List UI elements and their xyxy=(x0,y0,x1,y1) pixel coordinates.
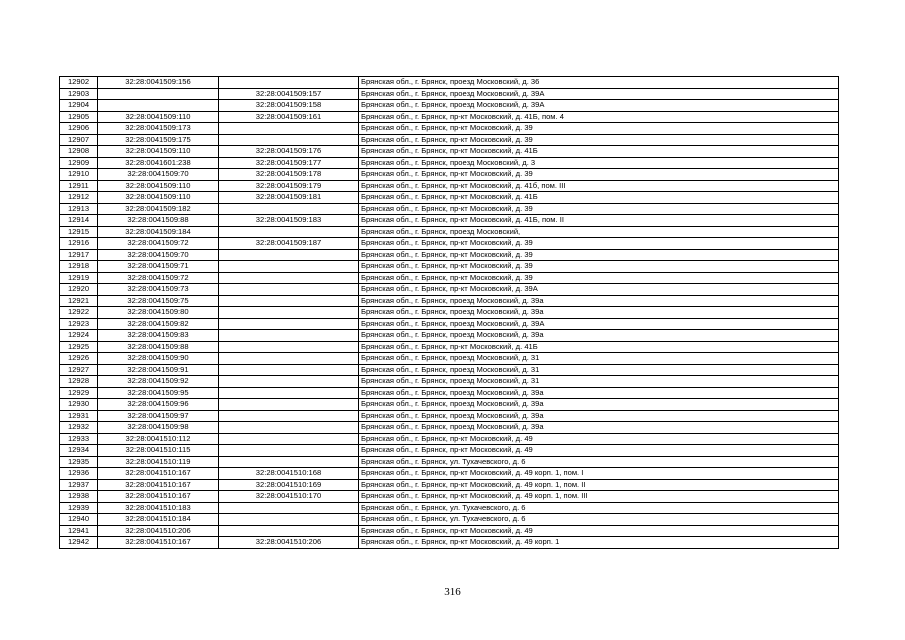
table-row xyxy=(60,456,839,468)
row-number-cell: 12910 xyxy=(60,169,98,181)
parent-cadastral-number-cell xyxy=(219,433,359,445)
address-cell: Брянская обл., г. Брянск, проезд Московский, д. 31 xyxy=(359,376,839,388)
row-number-cell: 12908 xyxy=(60,146,98,158)
parent-cadastral-number-cell xyxy=(219,514,359,526)
row-number-cell: 12941 xyxy=(60,525,98,537)
address-cell: Брянская обл., г. Брянск, пр-кт Московский, д. 41Б, пом. 4 xyxy=(359,111,839,123)
table-row xyxy=(60,445,839,457)
cadastral-number-cell: 32:28:0041509:110 xyxy=(98,192,219,204)
row-number-cell: 12904 xyxy=(60,100,98,112)
address-cell: Брянская обл., г. Брянск, ул. Тухачевского, д. 6 xyxy=(359,502,839,514)
cadastral-number-cell: 32:28:0041510:167 xyxy=(98,537,219,549)
registry-table-body xyxy=(60,77,839,549)
cadastral-number-cell: 32:28:0041509:184 xyxy=(98,226,219,238)
parent-cadastral-number-cell xyxy=(219,226,359,238)
address-cell: Брянская обл., г. Брянск, проезд Московский, д. 39А xyxy=(359,88,839,100)
address-cell: Брянская обл., г. Брянск, пр-кт Московский, д. 39 xyxy=(359,169,839,181)
parent-cadastral-number-cell xyxy=(219,353,359,365)
parent-cadastral-number-cell: 32:28:0041509:181 xyxy=(219,192,359,204)
parent-cadastral-number-cell xyxy=(219,203,359,215)
row-number-cell: 12929 xyxy=(60,387,98,399)
cadastral-number-cell: 32:28:0041509:156 xyxy=(98,77,219,89)
table-row xyxy=(60,537,839,549)
row-number-cell: 12916 xyxy=(60,238,98,250)
row-number-cell: 12918 xyxy=(60,261,98,273)
address-cell: Брянская обл., г. Брянск, проезд Московский, д. 39а xyxy=(359,387,839,399)
cadastral-number-cell: 32:28:0041509:72 xyxy=(98,272,219,284)
parent-cadastral-number-cell: 32:28:0041509:178 xyxy=(219,169,359,181)
address-cell: Брянская обл., г. Брянск, проезд Московский, д. 3 xyxy=(359,157,839,169)
cadastral-number-cell: 32:28:0041510:167 xyxy=(98,491,219,503)
cadastral-number-cell: 32:28:0041509:88 xyxy=(98,215,219,227)
row-number-cell: 12912 xyxy=(60,192,98,204)
table-row xyxy=(60,192,839,204)
table-row xyxy=(60,433,839,445)
table-row xyxy=(60,77,839,89)
cadastral-number-cell: 32:28:0041509:110 xyxy=(98,146,219,158)
table-row xyxy=(60,146,839,158)
table-row xyxy=(60,307,839,319)
cadastral-number-cell: 32:28:0041509:92 xyxy=(98,376,219,388)
cadastral-number-cell: 32:28:0041509:70 xyxy=(98,249,219,261)
parent-cadastral-number-cell xyxy=(219,284,359,296)
address-cell: Брянская обл., г. Брянск, пр-кт Московский, д. 39 xyxy=(359,123,839,135)
row-number-cell: 12923 xyxy=(60,318,98,330)
cadastral-number-cell xyxy=(98,88,219,100)
parent-cadastral-number-cell xyxy=(219,502,359,514)
cadastral-number-cell: 32:28:0041510:167 xyxy=(98,479,219,491)
table-row xyxy=(60,180,839,192)
table-row xyxy=(60,387,839,399)
table-row xyxy=(60,261,839,273)
address-cell: Брянская обл., г. Брянск, проезд Московский, д. 39а xyxy=(359,330,839,342)
table-row xyxy=(60,272,839,284)
parent-cadastral-number-cell: 32:28:0041510:170 xyxy=(219,491,359,503)
row-number-cell: 12938 xyxy=(60,491,98,503)
cadastral-number-cell: 32:28:0041510:183 xyxy=(98,502,219,514)
address-cell: Брянская обл., г. Брянск, проезд Московский, д. 39А xyxy=(359,100,839,112)
cadastral-number-cell: 32:28:0041510:115 xyxy=(98,445,219,457)
cadastral-number-cell: 32:28:0041509:71 xyxy=(98,261,219,273)
row-number-cell: 12920 xyxy=(60,284,98,296)
address-cell: Брянская обл., г. Брянск, пр-кт Московский, д. 39 xyxy=(359,238,839,250)
address-cell: Брянская обл., г. Брянск, пр-кт Московский, д. 49 корп. 1, пом. I xyxy=(359,468,839,480)
table-row xyxy=(60,502,839,514)
address-cell: Брянская обл., г. Брянск, проезд Московский, д. 36 xyxy=(359,77,839,89)
cadastral-number-cell: 32:28:0041509:90 xyxy=(98,353,219,365)
cadastral-number-cell: 32:28:0041509:82 xyxy=(98,318,219,330)
parent-cadastral-number-cell xyxy=(219,525,359,537)
address-cell: Брянская обл., г. Брянск, пр-кт Московский, д. 49 xyxy=(359,433,839,445)
address-cell: Брянская обл., г. Брянск, пр-кт Московский, д. 49 корп. 1 xyxy=(359,537,839,549)
page-number: 316 xyxy=(444,586,461,598)
table-row xyxy=(60,525,839,537)
parent-cadastral-number-cell xyxy=(219,399,359,411)
address-cell: Брянская обл., г. Брянск, пр-кт Московский, д. 49 xyxy=(359,525,839,537)
row-number-cell: 12903 xyxy=(60,88,98,100)
table-row xyxy=(60,491,839,503)
cadastral-number-cell: 32:28:0041510:119 xyxy=(98,456,219,468)
address-cell: Брянская обл., г. Брянск, пр-кт Московский, д. 39 xyxy=(359,203,839,215)
parent-cadastral-number-cell xyxy=(219,77,359,89)
row-number-cell: 12902 xyxy=(60,77,98,89)
address-cell: Брянская обл., г. Брянск, проезд Московский, xyxy=(359,226,839,238)
cadastral-number-cell: 32:28:0041509:175 xyxy=(98,134,219,146)
address-cell: Брянская обл., г. Брянск, проезд Московский, д. 31 xyxy=(359,353,839,365)
row-number-cell: 12934 xyxy=(60,445,98,457)
table-row xyxy=(60,514,839,526)
cadastral-number-cell: 32:28:0041510:167 xyxy=(98,468,219,480)
cadastral-number-cell: 32:28:0041510:206 xyxy=(98,525,219,537)
row-number-cell: 12919 xyxy=(60,272,98,284)
cadastral-number-cell: 32:28:0041509:75 xyxy=(98,295,219,307)
row-number-cell: 12914 xyxy=(60,215,98,227)
address-cell: Брянская обл., г. Брянск, ул. Тухачевского, д. 6 xyxy=(359,456,839,468)
row-number-cell: 12907 xyxy=(60,134,98,146)
cadastral-number-cell: 32:28:0041509:110 xyxy=(98,180,219,192)
parent-cadastral-number-cell xyxy=(219,307,359,319)
row-number-cell: 12911 xyxy=(60,180,98,192)
table-row xyxy=(60,215,839,227)
cadastral-number-cell: 32:28:0041509:88 xyxy=(98,341,219,353)
parent-cadastral-number-cell xyxy=(219,272,359,284)
table-row xyxy=(60,123,839,135)
table-row xyxy=(60,249,839,261)
table-row xyxy=(60,111,839,123)
row-number-cell: 12940 xyxy=(60,514,98,526)
table-row xyxy=(60,353,839,365)
row-number-cell: 12939 xyxy=(60,502,98,514)
table-row xyxy=(60,364,839,376)
row-number-cell: 12906 xyxy=(60,123,98,135)
table-row xyxy=(60,203,839,215)
address-cell: Брянская обл., г. Брянск, проезд Московский, д. 39а xyxy=(359,295,839,307)
address-cell: Брянская обл., г. Брянск, пр-кт Московский, д. 41Б xyxy=(359,341,839,353)
table-row xyxy=(60,100,839,112)
address-cell: Брянская обл., г. Брянск, пр-кт Московский, д. 41Б xyxy=(359,146,839,158)
parent-cadastral-number-cell: 32:28:0041510:169 xyxy=(219,479,359,491)
parent-cadastral-number-cell xyxy=(219,295,359,307)
cadastral-number-cell: 32:28:0041509:97 xyxy=(98,410,219,422)
address-cell: Брянская обл., г. Брянск, пр-кт Московский, д. 39 xyxy=(359,134,839,146)
address-cell: Брянская обл., г. Брянск, пр-кт Московский, д. 49 корп. 1, пом. II xyxy=(359,479,839,491)
parent-cadastral-number-cell: 32:28:0041509:176 xyxy=(219,146,359,158)
row-number-cell: 12937 xyxy=(60,479,98,491)
row-number-cell: 12917 xyxy=(60,249,98,261)
row-number-cell: 12905 xyxy=(60,111,98,123)
row-number-cell: 12942 xyxy=(60,537,98,549)
cadastral-number-cell: 32:28:0041509:73 xyxy=(98,284,219,296)
cadastral-number-cell: 32:28:0041509:110 xyxy=(98,111,219,123)
cadastral-number-cell: 32:28:0041509:173 xyxy=(98,123,219,135)
table-row xyxy=(60,468,839,480)
parent-cadastral-number-cell xyxy=(219,387,359,399)
cadastral-number-cell: 32:28:0041509:96 xyxy=(98,399,219,411)
parent-cadastral-number-cell: 32:28:0041510:206 xyxy=(219,537,359,549)
parent-cadastral-number-cell: 32:28:0041509:157 xyxy=(219,88,359,100)
table-row xyxy=(60,157,839,169)
address-cell: Брянская обл., г. Брянск, проезд Московский, д. 39а xyxy=(359,410,839,422)
address-cell: Брянская обл., г. Брянск, пр-кт Московский, д. 41Б, пом. II xyxy=(359,215,839,227)
table-row xyxy=(60,295,839,307)
row-number-cell: 12924 xyxy=(60,330,98,342)
cadastral-number-cell: 32:28:0041509:91 xyxy=(98,364,219,376)
cadastral-number-cell: 32:28:0041509:83 xyxy=(98,330,219,342)
cadastral-number-cell: 32:28:0041601:238 xyxy=(98,157,219,169)
parent-cadastral-number-cell: 32:28:0041510:168 xyxy=(219,468,359,480)
parent-cadastral-number-cell xyxy=(219,330,359,342)
table-row xyxy=(60,399,839,411)
cadastral-number-cell: 32:28:0041509:72 xyxy=(98,238,219,250)
address-cell: Брянская обл., г. Брянск, пр-кт Московский, д. 49 корп. 1, пом. III xyxy=(359,491,839,503)
row-number-cell: 12936 xyxy=(60,468,98,480)
address-cell: Брянская обл., г. Брянск, проезд Московский, д. 39А xyxy=(359,318,839,330)
address-cell: Брянская обл., г. Брянск, пр-кт Московский, д. 39А xyxy=(359,284,839,296)
address-cell: Брянская обл., г. Брянск, пр-кт Московский, д. 39 xyxy=(359,272,839,284)
cadastral-number-cell: 32:28:0041509:95 xyxy=(98,387,219,399)
table-row xyxy=(60,341,839,353)
row-number-cell: 12928 xyxy=(60,376,98,388)
parent-cadastral-number-cell xyxy=(219,261,359,273)
row-number-cell: 12935 xyxy=(60,456,98,468)
row-number-cell: 12922 xyxy=(60,307,98,319)
parent-cadastral-number-cell: 32:28:0041509:177 xyxy=(219,157,359,169)
cadastral-number-cell: 32:28:0041509:70 xyxy=(98,169,219,181)
parent-cadastral-number-cell xyxy=(219,456,359,468)
row-number-cell: 12927 xyxy=(60,364,98,376)
cadastral-number-cell xyxy=(98,100,219,112)
parent-cadastral-number-cell: 32:28:0041509:187 xyxy=(219,238,359,250)
table-row xyxy=(60,226,839,238)
parent-cadastral-number-cell xyxy=(219,410,359,422)
parent-cadastral-number-cell xyxy=(219,318,359,330)
address-cell: Брянская обл., г. Брянск, пр-кт Московский, д. 39 xyxy=(359,249,839,261)
parent-cadastral-number-cell xyxy=(219,445,359,457)
row-number-cell: 12933 xyxy=(60,433,98,445)
row-number-cell: 12930 xyxy=(60,399,98,411)
row-number-cell: 12932 xyxy=(60,422,98,434)
cadastral-number-cell: 32:28:0041509:182 xyxy=(98,203,219,215)
row-number-cell: 12915 xyxy=(60,226,98,238)
parent-cadastral-number-cell: 32:28:0041509:179 xyxy=(219,180,359,192)
address-cell: Брянская обл., г. Брянск, пр-кт Московский, д. 41б, пом. III xyxy=(359,180,839,192)
table-row xyxy=(60,284,839,296)
table-row xyxy=(60,410,839,422)
table-row xyxy=(60,88,839,100)
address-cell: Брянская обл., г. Брянск, проезд Московский, д. 39а xyxy=(359,307,839,319)
address-cell: Брянская обл., г. Брянск, проезд Московский, д. 39а xyxy=(359,422,839,434)
parent-cadastral-number-cell xyxy=(219,123,359,135)
table-row xyxy=(60,479,839,491)
address-cell: Брянская обл., г. Брянск, пр-кт Московский, д. 41Б xyxy=(359,192,839,204)
address-cell: Брянская обл., г. Брянск, пр-кт Московский, д. 49 xyxy=(359,445,839,457)
parent-cadastral-number-cell xyxy=(219,364,359,376)
table-row xyxy=(60,318,839,330)
address-cell: Брянская обл., г. Брянск, пр-кт Московский, д. 39 xyxy=(359,261,839,273)
parent-cadastral-number-cell xyxy=(219,422,359,434)
table-row xyxy=(60,134,839,146)
address-cell: Брянская обл., г. Брянск, ул. Тухачевского, д. 6 xyxy=(359,514,839,526)
row-number-cell: 12931 xyxy=(60,410,98,422)
parent-cadastral-number-cell xyxy=(219,341,359,353)
parent-cadastral-number-cell: 32:28:0041509:183 xyxy=(219,215,359,227)
address-cell: Брянская обл., г. Брянск, проезд Московский, д. 31 xyxy=(359,364,839,376)
parent-cadastral-number-cell: 32:28:0041509:161 xyxy=(219,111,359,123)
cadastral-number-cell: 32:28:0041510:112 xyxy=(98,433,219,445)
parent-cadastral-number-cell: 32:28:0041509:158 xyxy=(219,100,359,112)
cadastral-number-cell: 32:28:0041510:184 xyxy=(98,514,219,526)
address-cell: Брянская обл., г. Брянск, проезд Московский, д. 39а xyxy=(359,399,839,411)
parent-cadastral-number-cell xyxy=(219,376,359,388)
parent-cadastral-number-cell xyxy=(219,249,359,261)
table-row xyxy=(60,169,839,181)
property-registry-table xyxy=(59,76,839,549)
row-number-cell: 12909 xyxy=(60,157,98,169)
row-number-cell: 12921 xyxy=(60,295,98,307)
row-number-cell: 12913 xyxy=(60,203,98,215)
row-number-cell: 12925 xyxy=(60,341,98,353)
table-row xyxy=(60,376,839,388)
table-row xyxy=(60,422,839,434)
table-row xyxy=(60,238,839,250)
table-row xyxy=(60,330,839,342)
cadastral-number-cell: 32:28:0041509:98 xyxy=(98,422,219,434)
parent-cadastral-number-cell xyxy=(219,134,359,146)
cadastral-number-cell: 32:28:0041509:80 xyxy=(98,307,219,319)
row-number-cell: 12926 xyxy=(60,353,98,365)
